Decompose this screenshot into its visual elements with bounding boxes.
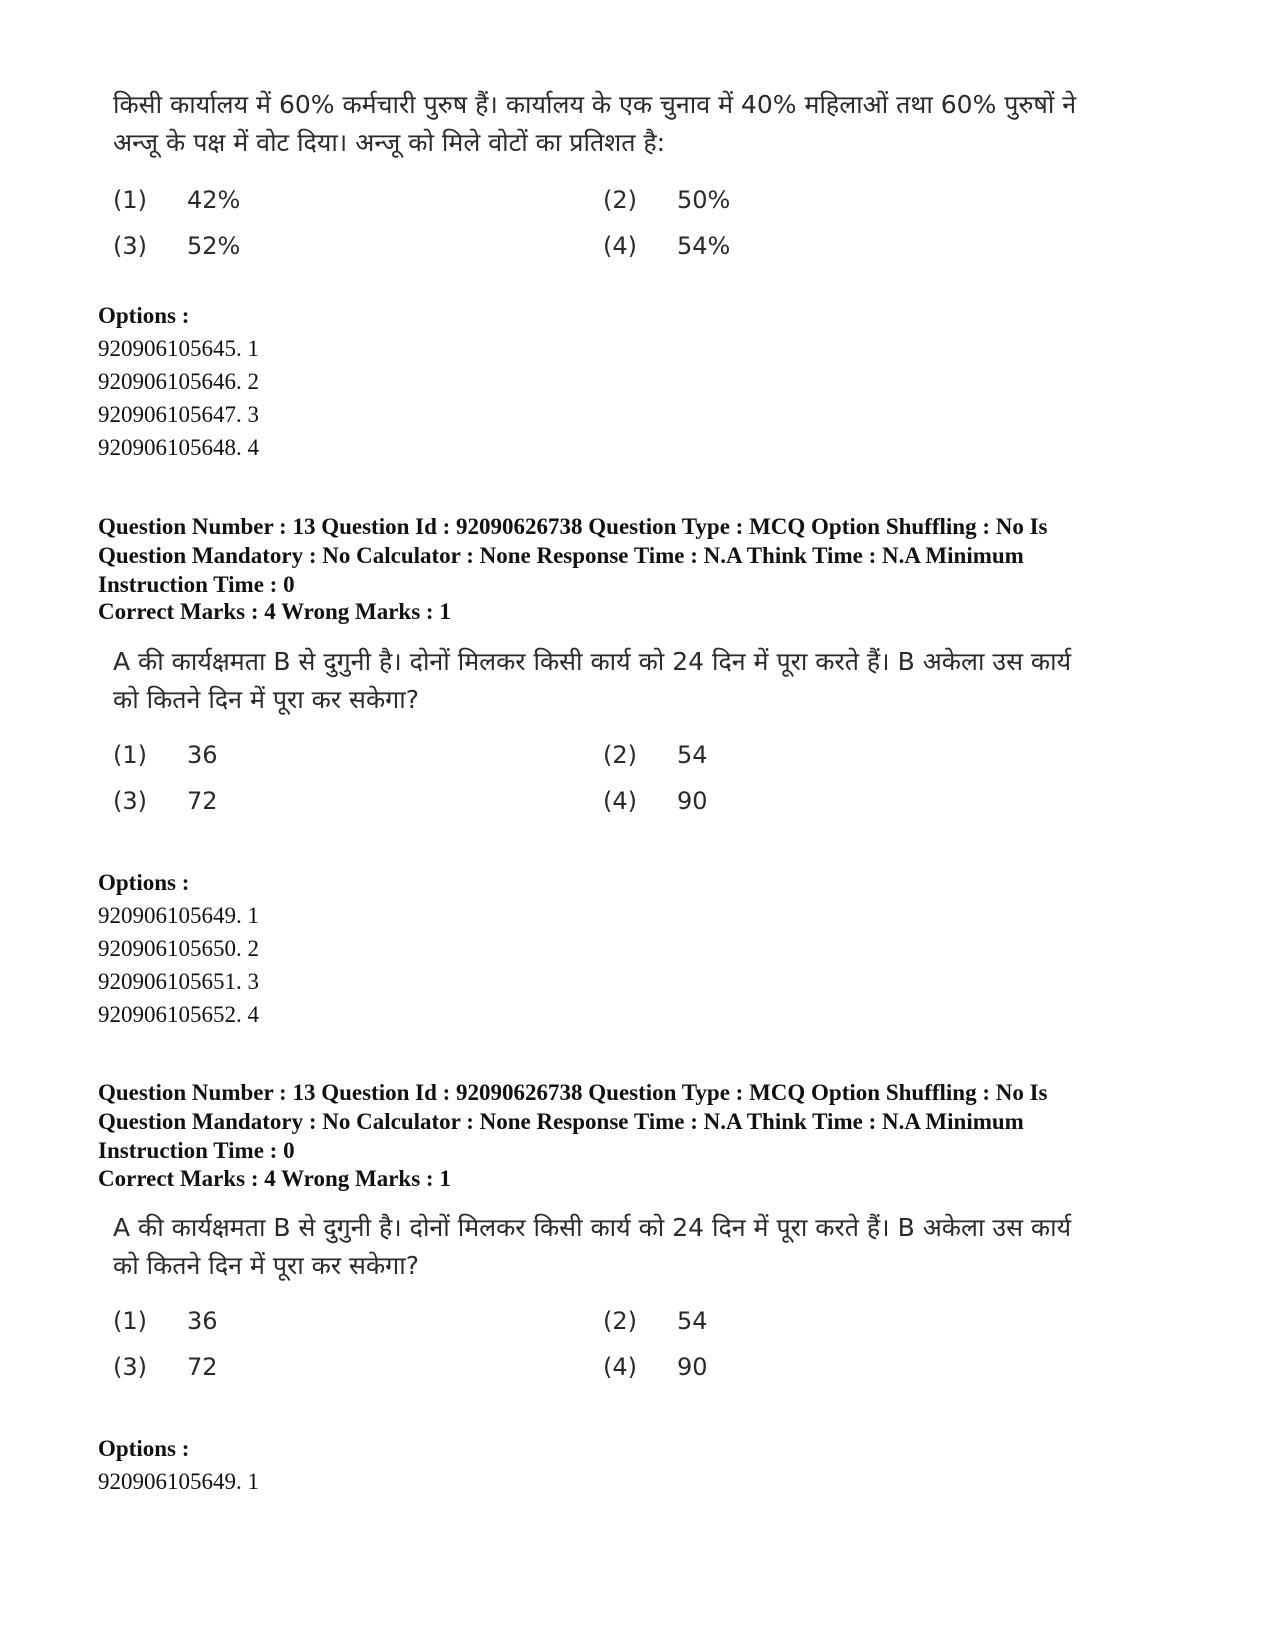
choice-value: 54 [677, 741, 708, 769]
choice-value: 54 [677, 1307, 708, 1335]
choice-number: (2) [603, 741, 637, 769]
choice-value: 42% [187, 186, 241, 214]
choice-number: (1) [113, 186, 147, 214]
choice-value: 36 [187, 1307, 218, 1335]
choice-value: 72 [187, 787, 218, 815]
choice-number: (2) [603, 1307, 637, 1335]
question-text [113, 643, 1113, 719]
options-list [98, 866, 259, 1031]
meta-line: Question Mandatory : No Calculator : None Response Time : N.A Think Time : N.A Minimum [98, 1109, 1024, 1134]
choice-number: (4) [603, 787, 637, 815]
option-id: 920906105646. 2 [98, 369, 259, 394]
options-label: Options : [98, 303, 190, 328]
marks-line: Correct Marks : 4 Wrong Marks : 1 [98, 1166, 451, 1191]
choice-value: 72 [187, 1353, 218, 1381]
choice-row [113, 1353, 1113, 1393]
meta-line: Question Number : 13 Question Id : 92090626738 Question Type : MCQ Option Shuffling : No Is [98, 1080, 1048, 1105]
choice-row [113, 741, 1113, 781]
meta-line: Question Mandatory : No Calculator : None Response Time : N.A Think Time : N.A Minimum [98, 543, 1024, 568]
question-meta [98, 1078, 1138, 1165]
question-line: अन्जू के पक्ष में वोट दिया। अन्जू को मिले वोटों का प्रतिशत है: [113, 128, 666, 157]
options-label: Options : [98, 870, 190, 895]
choice-number: (1) [113, 741, 147, 769]
marks-line: Correct Marks : 4 Wrong Marks : 1 [98, 599, 451, 624]
choice-number: (1) [113, 1307, 147, 1335]
choice-row [113, 186, 1113, 226]
option-id: 920906105645. 1 [98, 336, 259, 361]
question-text [113, 1209, 1113, 1285]
question-line: को कितने दिन में पूरा कर सकेगा? [113, 1251, 419, 1280]
question-line: A की कार्यक्षमता B से दुगुनी है। दोनों मिलकर किसी कार्य को 24 दिन में पूरा करते हैं। B अकेला उस कार्य [113, 647, 1072, 676]
meta-line: Instruction Time : 0 [98, 1138, 295, 1163]
choice-value: 90 [677, 1353, 708, 1381]
question-line: किसी कार्यालय में 60% कर्मचारी पुरुष हैं। कार्यालय के एक चुनाव में 40% महिलाओं तथा 60% पुरुषों ने [113, 90, 1077, 119]
question-line: A की कार्यक्षमता B से दुगुनी है। दोनों मिलकर किसी कार्य को 24 दिन में पूरा करते हैं। B अकेला उस कार्य [113, 1213, 1072, 1242]
choice-value: 52% [187, 232, 241, 260]
choice-number: (4) [603, 232, 637, 260]
option-id: 920906105652. 4 [98, 1002, 259, 1027]
options-label: Options : [98, 1436, 190, 1461]
option-id: 920906105651. 3 [98, 969, 259, 994]
choice-value: 36 [187, 741, 218, 769]
choice-number: (3) [113, 787, 147, 815]
choice-value: 90 [677, 787, 708, 815]
choice-row [113, 787, 1113, 827]
question-text [113, 86, 1113, 162]
options-list [98, 1432, 259, 1498]
option-id: 920906105649. 1 [98, 1469, 259, 1494]
meta-line: Question Number : 13 Question Id : 92090626738 Question Type : MCQ Option Shuffling : No Is [98, 514, 1048, 539]
choice-number: (3) [113, 232, 147, 260]
option-id: 920906105647. 3 [98, 402, 259, 427]
choice-value: 54% [677, 232, 731, 260]
option-id: 920906105650. 2 [98, 936, 259, 961]
choice-row [113, 1307, 1113, 1347]
choice-number: (4) [603, 1353, 637, 1381]
choice-number: (3) [113, 1353, 147, 1381]
choice-row [113, 232, 1113, 272]
question-meta [98, 512, 1138, 599]
meta-line: Instruction Time : 0 [98, 572, 295, 597]
question-line: को कितने दिन में पूरा कर सकेगा? [113, 685, 419, 714]
choice-value: 50% [677, 186, 731, 214]
option-id: 920906105648. 4 [98, 435, 259, 460]
choice-number: (2) [603, 186, 637, 214]
option-id: 920906105649. 1 [98, 903, 259, 928]
options-list [98, 299, 259, 464]
